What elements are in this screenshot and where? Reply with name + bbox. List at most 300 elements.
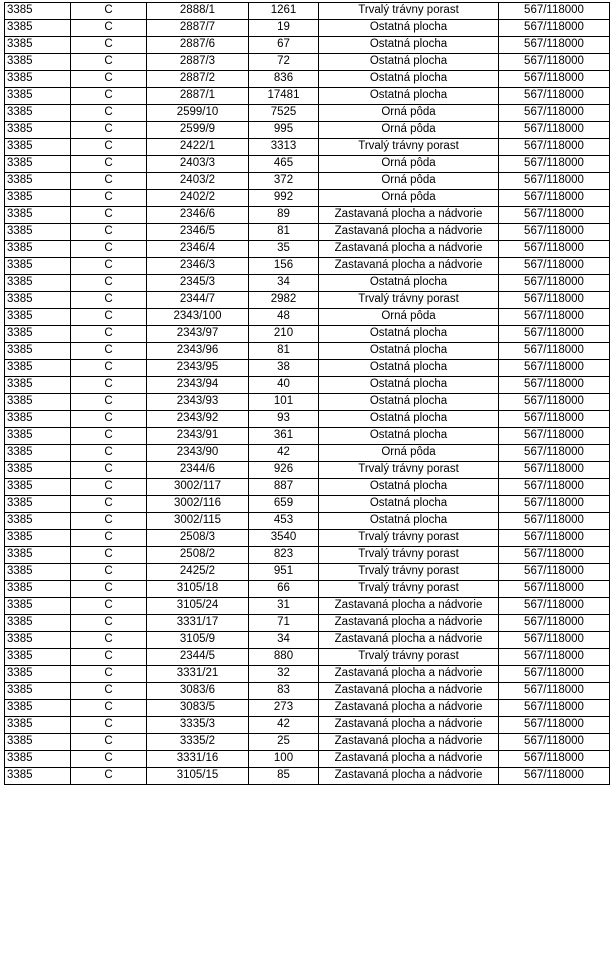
cell-area: 995 (249, 122, 319, 139)
cell-parcel_number: 2343/91 (147, 428, 249, 445)
cell-cadastral_unit: 3385 (5, 377, 71, 394)
cell-type: C (71, 700, 147, 717)
cell-ownership_sheet: 567/118000 (499, 768, 610, 785)
cell-land_use: Zastavaná plocha a nádvorie (319, 683, 499, 700)
cell-area: 453 (249, 513, 319, 530)
cell-land_use: Zastavaná plocha a nádvorie (319, 224, 499, 241)
table-row (5, 683, 610, 700)
cell-parcel_number: 3331/21 (147, 666, 249, 683)
parcels-table (4, 2, 610, 785)
cell-cadastral_unit: 3385 (5, 54, 71, 71)
cell-land_use: Zastavaná plocha a nádvorie (319, 207, 499, 224)
cell-parcel_number: 2343/94 (147, 377, 249, 394)
cell-cadastral_unit: 3385 (5, 275, 71, 292)
cell-type: C (71, 105, 147, 122)
cell-parcel_number: 2346/5 (147, 224, 249, 241)
cell-ownership_sheet: 567/118000 (499, 360, 610, 377)
cell-cadastral_unit: 3385 (5, 88, 71, 105)
cell-land_use: Ostatná plocha (319, 496, 499, 513)
cell-area: 273 (249, 700, 319, 717)
cell-parcel_number: 3002/115 (147, 513, 249, 530)
cell-cadastral_unit: 3385 (5, 241, 71, 258)
cell-land_use: Zastavaná plocha a nádvorie (319, 666, 499, 683)
cell-ownership_sheet: 567/118000 (499, 258, 610, 275)
cell-type: C (71, 462, 147, 479)
cell-ownership_sheet: 567/118000 (499, 275, 610, 292)
cell-land_use: Ostatná plocha (319, 513, 499, 530)
cell-land_use: Ostatná plocha (319, 326, 499, 343)
cell-cadastral_unit: 3385 (5, 683, 71, 700)
cell-area: 81 (249, 343, 319, 360)
cell-area: 72 (249, 54, 319, 71)
cell-land_use: Ostatná plocha (319, 71, 499, 88)
cell-area: 71 (249, 615, 319, 632)
cell-ownership_sheet: 567/118000 (499, 700, 610, 717)
table-row (5, 20, 610, 37)
cell-parcel_number: 2343/93 (147, 394, 249, 411)
cell-land_use: Zastavaná plocha a nádvorie (319, 632, 499, 649)
cell-area: 19 (249, 20, 319, 37)
table-row (5, 139, 610, 156)
table-row (5, 207, 610, 224)
cell-ownership_sheet: 567/118000 (499, 54, 610, 71)
cell-ownership_sheet: 567/118000 (499, 122, 610, 139)
cell-area: 34 (249, 632, 319, 649)
cell-parcel_number: 2344/5 (147, 649, 249, 666)
cell-cadastral_unit: 3385 (5, 530, 71, 547)
cell-land_use: Zastavaná plocha a nádvorie (319, 258, 499, 275)
cell-area: 836 (249, 71, 319, 88)
cell-land_use: Zastavaná plocha a nádvorie (319, 734, 499, 751)
cell-type: C (71, 751, 147, 768)
cell-parcel_number: 2344/6 (147, 462, 249, 479)
cell-type: C (71, 734, 147, 751)
cell-ownership_sheet: 567/118000 (499, 190, 610, 207)
cell-cadastral_unit: 3385 (5, 666, 71, 683)
cell-area: 101 (249, 394, 319, 411)
cell-type: C (71, 173, 147, 190)
cell-parcel_number: 3335/2 (147, 734, 249, 751)
cell-cadastral_unit: 3385 (5, 173, 71, 190)
cell-ownership_sheet: 567/118000 (499, 734, 610, 751)
cell-ownership_sheet: 567/118000 (499, 564, 610, 581)
cell-parcel_number: 2425/2 (147, 564, 249, 581)
cell-parcel_number: 2508/2 (147, 547, 249, 564)
cell-cadastral_unit: 3385 (5, 700, 71, 717)
table-row (5, 326, 610, 343)
cell-area: 3313 (249, 139, 319, 156)
cell-area: 100 (249, 751, 319, 768)
table-row (5, 700, 610, 717)
cell-parcel_number: 3105/15 (147, 768, 249, 785)
cell-area: 25 (249, 734, 319, 751)
cell-parcel_number: 2343/97 (147, 326, 249, 343)
cell-ownership_sheet: 567/118000 (499, 547, 610, 564)
cell-type: C (71, 360, 147, 377)
cell-type: C (71, 394, 147, 411)
cell-area: 361 (249, 428, 319, 445)
table-row (5, 581, 610, 598)
cell-ownership_sheet: 567/118000 (499, 717, 610, 734)
cell-parcel_number: 3105/18 (147, 581, 249, 598)
cell-land_use: Orná pôda (319, 173, 499, 190)
cell-type: C (71, 598, 147, 615)
table-row (5, 513, 610, 530)
cell-area: 156 (249, 258, 319, 275)
cell-ownership_sheet: 567/118000 (499, 632, 610, 649)
cell-parcel_number: 2508/3 (147, 530, 249, 547)
cell-land_use: Zastavaná plocha a nádvorie (319, 615, 499, 632)
table-row (5, 564, 610, 581)
table-row (5, 377, 610, 394)
cell-cadastral_unit: 3385 (5, 632, 71, 649)
cell-cadastral_unit: 3385 (5, 462, 71, 479)
cell-type: C (71, 513, 147, 530)
table-row (5, 768, 610, 785)
cell-parcel_number: 2422/1 (147, 139, 249, 156)
cell-cadastral_unit: 3385 (5, 615, 71, 632)
cell-cadastral_unit: 3385 (5, 207, 71, 224)
cell-type: C (71, 428, 147, 445)
cell-ownership_sheet: 567/118000 (499, 598, 610, 615)
cell-land_use: Ostatná plocha (319, 428, 499, 445)
cell-ownership_sheet: 567/118000 (499, 309, 610, 326)
cell-land_use: Trvalý trávny porast (319, 564, 499, 581)
cell-area: 83 (249, 683, 319, 700)
cell-land_use: Trvalý trávny porast (319, 530, 499, 547)
cell-parcel_number: 2887/6 (147, 37, 249, 54)
cell-parcel_number: 3105/9 (147, 632, 249, 649)
table-row (5, 530, 610, 547)
table-row (5, 224, 610, 241)
table-row (5, 190, 610, 207)
cell-parcel_number: 2343/100 (147, 309, 249, 326)
cell-ownership_sheet: 567/118000 (499, 20, 610, 37)
cell-cadastral_unit: 3385 (5, 71, 71, 88)
cell-area: 34 (249, 275, 319, 292)
cell-parcel_number: 2346/3 (147, 258, 249, 275)
cell-land_use: Ostatná plocha (319, 54, 499, 71)
table-row (5, 632, 610, 649)
cell-cadastral_unit: 3385 (5, 139, 71, 156)
cell-area: 32 (249, 666, 319, 683)
cell-type: C (71, 156, 147, 173)
cell-area: 38 (249, 360, 319, 377)
table-row (5, 275, 610, 292)
cell-parcel_number: 2343/90 (147, 445, 249, 462)
table-row (5, 496, 610, 513)
cell-ownership_sheet: 567/118000 (499, 3, 610, 20)
cell-cadastral_unit: 3385 (5, 190, 71, 207)
cell-parcel_number: 3331/16 (147, 751, 249, 768)
cell-area: 659 (249, 496, 319, 513)
cell-land_use: Trvalý trávny porast (319, 292, 499, 309)
cell-cadastral_unit: 3385 (5, 564, 71, 581)
table-row (5, 37, 610, 54)
cell-cadastral_unit: 3385 (5, 156, 71, 173)
cell-land_use: Zastavaná plocha a nádvorie (319, 241, 499, 258)
cell-land_use: Zastavaná plocha a nádvorie (319, 700, 499, 717)
table-row (5, 428, 610, 445)
table-row (5, 666, 610, 683)
cell-ownership_sheet: 567/118000 (499, 581, 610, 598)
cell-ownership_sheet: 567/118000 (499, 139, 610, 156)
table-row (5, 241, 610, 258)
cell-cadastral_unit: 3385 (5, 343, 71, 360)
cell-cadastral_unit: 3385 (5, 292, 71, 309)
cell-land_use: Trvalý trávny porast (319, 581, 499, 598)
cell-type: C (71, 326, 147, 343)
cell-ownership_sheet: 567/118000 (499, 649, 610, 666)
table-row (5, 3, 610, 20)
cell-area: 1261 (249, 3, 319, 20)
cell-ownership_sheet: 567/118000 (499, 428, 610, 445)
cell-parcel_number: 2343/95 (147, 360, 249, 377)
table-row (5, 88, 610, 105)
cell-type: C (71, 768, 147, 785)
cell-land_use: Zastavaná plocha a nádvorie (319, 751, 499, 768)
cell-area: 93 (249, 411, 319, 428)
cell-area: 465 (249, 156, 319, 173)
cell-parcel_number: 2343/96 (147, 343, 249, 360)
cell-parcel_number: 3002/117 (147, 479, 249, 496)
cell-type: C (71, 241, 147, 258)
table-row (5, 717, 610, 734)
cell-type: C (71, 445, 147, 462)
table-row (5, 411, 610, 428)
table-row (5, 71, 610, 88)
cell-land_use: Orná pôda (319, 105, 499, 122)
cell-land_use: Ostatná plocha (319, 360, 499, 377)
table-row (5, 156, 610, 173)
table-row (5, 479, 610, 496)
cell-ownership_sheet: 567/118000 (499, 292, 610, 309)
cell-cadastral_unit: 3385 (5, 428, 71, 445)
table-row (5, 598, 610, 615)
cell-ownership_sheet: 567/118000 (499, 224, 610, 241)
table-row (5, 751, 610, 768)
cell-cadastral_unit: 3385 (5, 37, 71, 54)
cell-type: C (71, 564, 147, 581)
cell-ownership_sheet: 567/118000 (499, 241, 610, 258)
table-row (5, 292, 610, 309)
cell-land_use: Orná pôda (319, 122, 499, 139)
parcels-table-body (5, 3, 610, 785)
cell-area: 210 (249, 326, 319, 343)
cell-area: 887 (249, 479, 319, 496)
cell-ownership_sheet: 567/118000 (499, 496, 610, 513)
cell-ownership_sheet: 567/118000 (499, 411, 610, 428)
cell-type: C (71, 139, 147, 156)
cell-area: 3540 (249, 530, 319, 547)
cell-parcel_number: 2344/7 (147, 292, 249, 309)
cell-land_use: Ostatná plocha (319, 343, 499, 360)
table-row (5, 445, 610, 462)
cell-cadastral_unit: 3385 (5, 649, 71, 666)
cell-type: C (71, 20, 147, 37)
cell-area: 81 (249, 224, 319, 241)
cell-ownership_sheet: 567/118000 (499, 37, 610, 54)
cell-area: 951 (249, 564, 319, 581)
cell-cadastral_unit: 3385 (5, 394, 71, 411)
cell-cadastral_unit: 3385 (5, 513, 71, 530)
cell-ownership_sheet: 567/118000 (499, 105, 610, 122)
cell-type: C (71, 683, 147, 700)
cell-type: C (71, 666, 147, 683)
cell-area: 31 (249, 598, 319, 615)
cell-cadastral_unit: 3385 (5, 258, 71, 275)
cell-land_use: Ostatná plocha (319, 377, 499, 394)
cell-parcel_number: 3083/6 (147, 683, 249, 700)
cell-ownership_sheet: 567/118000 (499, 683, 610, 700)
cell-cadastral_unit: 3385 (5, 309, 71, 326)
cell-cadastral_unit: 3385 (5, 122, 71, 139)
cell-cadastral_unit: 3385 (5, 598, 71, 615)
cell-cadastral_unit: 3385 (5, 496, 71, 513)
cell-land_use: Orná pôda (319, 156, 499, 173)
table-row (5, 54, 610, 71)
table-row (5, 343, 610, 360)
cell-land_use: Ostatná plocha (319, 20, 499, 37)
cell-land_use: Ostatná plocha (319, 275, 499, 292)
cell-parcel_number: 3335/3 (147, 717, 249, 734)
cell-type: C (71, 190, 147, 207)
cell-ownership_sheet: 567/118000 (499, 445, 610, 462)
cell-parcel_number: 2402/2 (147, 190, 249, 207)
table-row (5, 462, 610, 479)
cell-parcel_number: 3331/17 (147, 615, 249, 632)
cell-type: C (71, 632, 147, 649)
cell-parcel_number: 2343/92 (147, 411, 249, 428)
cell-area: 926 (249, 462, 319, 479)
cell-parcel_number: 2346/4 (147, 241, 249, 258)
cell-area: 823 (249, 547, 319, 564)
cell-cadastral_unit: 3385 (5, 768, 71, 785)
cell-ownership_sheet: 567/118000 (499, 394, 610, 411)
cell-land_use: Trvalý trávny porast (319, 139, 499, 156)
cell-ownership_sheet: 567/118000 (499, 530, 610, 547)
cell-land_use: Orná pôda (319, 445, 499, 462)
cell-land_use: Zastavaná plocha a nádvorie (319, 598, 499, 615)
cell-parcel_number: 2403/2 (147, 173, 249, 190)
cell-land_use: Ostatná plocha (319, 411, 499, 428)
cell-land_use: Trvalý trávny porast (319, 649, 499, 666)
cell-type: C (71, 717, 147, 734)
cell-cadastral_unit: 3385 (5, 445, 71, 462)
cell-cadastral_unit: 3385 (5, 581, 71, 598)
cell-type: C (71, 479, 147, 496)
cell-type: C (71, 496, 147, 513)
cell-land_use: Orná pôda (319, 190, 499, 207)
cell-type: C (71, 292, 147, 309)
cell-type: C (71, 122, 147, 139)
cell-type: C (71, 207, 147, 224)
cell-cadastral_unit: 3385 (5, 751, 71, 768)
cell-ownership_sheet: 567/118000 (499, 615, 610, 632)
table-row (5, 394, 610, 411)
cell-type: C (71, 54, 147, 71)
cell-land_use: Trvalý trávny porast (319, 3, 499, 20)
cell-land_use: Trvalý trávny porast (319, 547, 499, 564)
cell-type: C (71, 530, 147, 547)
table-row (5, 122, 610, 139)
cell-cadastral_unit: 3385 (5, 411, 71, 428)
cell-type: C (71, 615, 147, 632)
cell-land_use: Ostatná plocha (319, 37, 499, 54)
cell-ownership_sheet: 567/118000 (499, 377, 610, 394)
cell-type: C (71, 3, 147, 20)
cell-cadastral_unit: 3385 (5, 479, 71, 496)
cell-parcel_number: 2346/6 (147, 207, 249, 224)
table-row (5, 258, 610, 275)
table-row (5, 615, 610, 632)
cell-area: 42 (249, 445, 319, 462)
cell-ownership_sheet: 567/118000 (499, 751, 610, 768)
table-row (5, 360, 610, 377)
cell-ownership_sheet: 567/118000 (499, 88, 610, 105)
cell-parcel_number: 2887/3 (147, 54, 249, 71)
cell-ownership_sheet: 567/118000 (499, 156, 610, 173)
cell-land_use: Orná pôda (319, 309, 499, 326)
cell-type: C (71, 581, 147, 598)
cell-land_use: Ostatná plocha (319, 394, 499, 411)
cell-ownership_sheet: 567/118000 (499, 326, 610, 343)
cell-parcel_number: 3083/5 (147, 700, 249, 717)
cell-land_use: Ostatná plocha (319, 479, 499, 496)
cell-parcel_number: 2887/1 (147, 88, 249, 105)
cell-area: 880 (249, 649, 319, 666)
cell-cadastral_unit: 3385 (5, 105, 71, 122)
cell-parcel_number: 2887/2 (147, 71, 249, 88)
cell-cadastral_unit: 3385 (5, 224, 71, 241)
cell-type: C (71, 224, 147, 241)
cell-ownership_sheet: 567/118000 (499, 666, 610, 683)
cell-ownership_sheet: 567/118000 (499, 207, 610, 224)
cell-area: 67 (249, 37, 319, 54)
cell-area: 992 (249, 190, 319, 207)
cell-type: C (71, 88, 147, 105)
cell-parcel_number: 2345/3 (147, 275, 249, 292)
cell-ownership_sheet: 567/118000 (499, 479, 610, 496)
cell-land_use: Zastavaná plocha a nádvorie (319, 768, 499, 785)
table-row (5, 649, 610, 666)
cell-ownership_sheet: 567/118000 (499, 71, 610, 88)
cell-ownership_sheet: 567/118000 (499, 462, 610, 479)
cell-type: C (71, 411, 147, 428)
cell-area: 66 (249, 581, 319, 598)
cell-ownership_sheet: 567/118000 (499, 173, 610, 190)
cell-area: 48 (249, 309, 319, 326)
table-row (5, 734, 610, 751)
cell-type: C (71, 37, 147, 54)
cell-parcel_number: 2403/3 (147, 156, 249, 173)
cell-area: 40 (249, 377, 319, 394)
cell-cadastral_unit: 3385 (5, 717, 71, 734)
cell-type: C (71, 309, 147, 326)
cell-cadastral_unit: 3385 (5, 360, 71, 377)
table-row (5, 547, 610, 564)
cell-area: 85 (249, 768, 319, 785)
cell-cadastral_unit: 3385 (5, 547, 71, 564)
cell-cadastral_unit: 3385 (5, 3, 71, 20)
cell-land_use: Zastavaná plocha a nádvorie (319, 717, 499, 734)
cell-land_use: Trvalý trávny porast (319, 462, 499, 479)
cell-type: C (71, 71, 147, 88)
cell-area: 89 (249, 207, 319, 224)
cell-area: 7525 (249, 105, 319, 122)
cell-cadastral_unit: 3385 (5, 734, 71, 751)
cell-parcel_number: 2888/1 (147, 3, 249, 20)
